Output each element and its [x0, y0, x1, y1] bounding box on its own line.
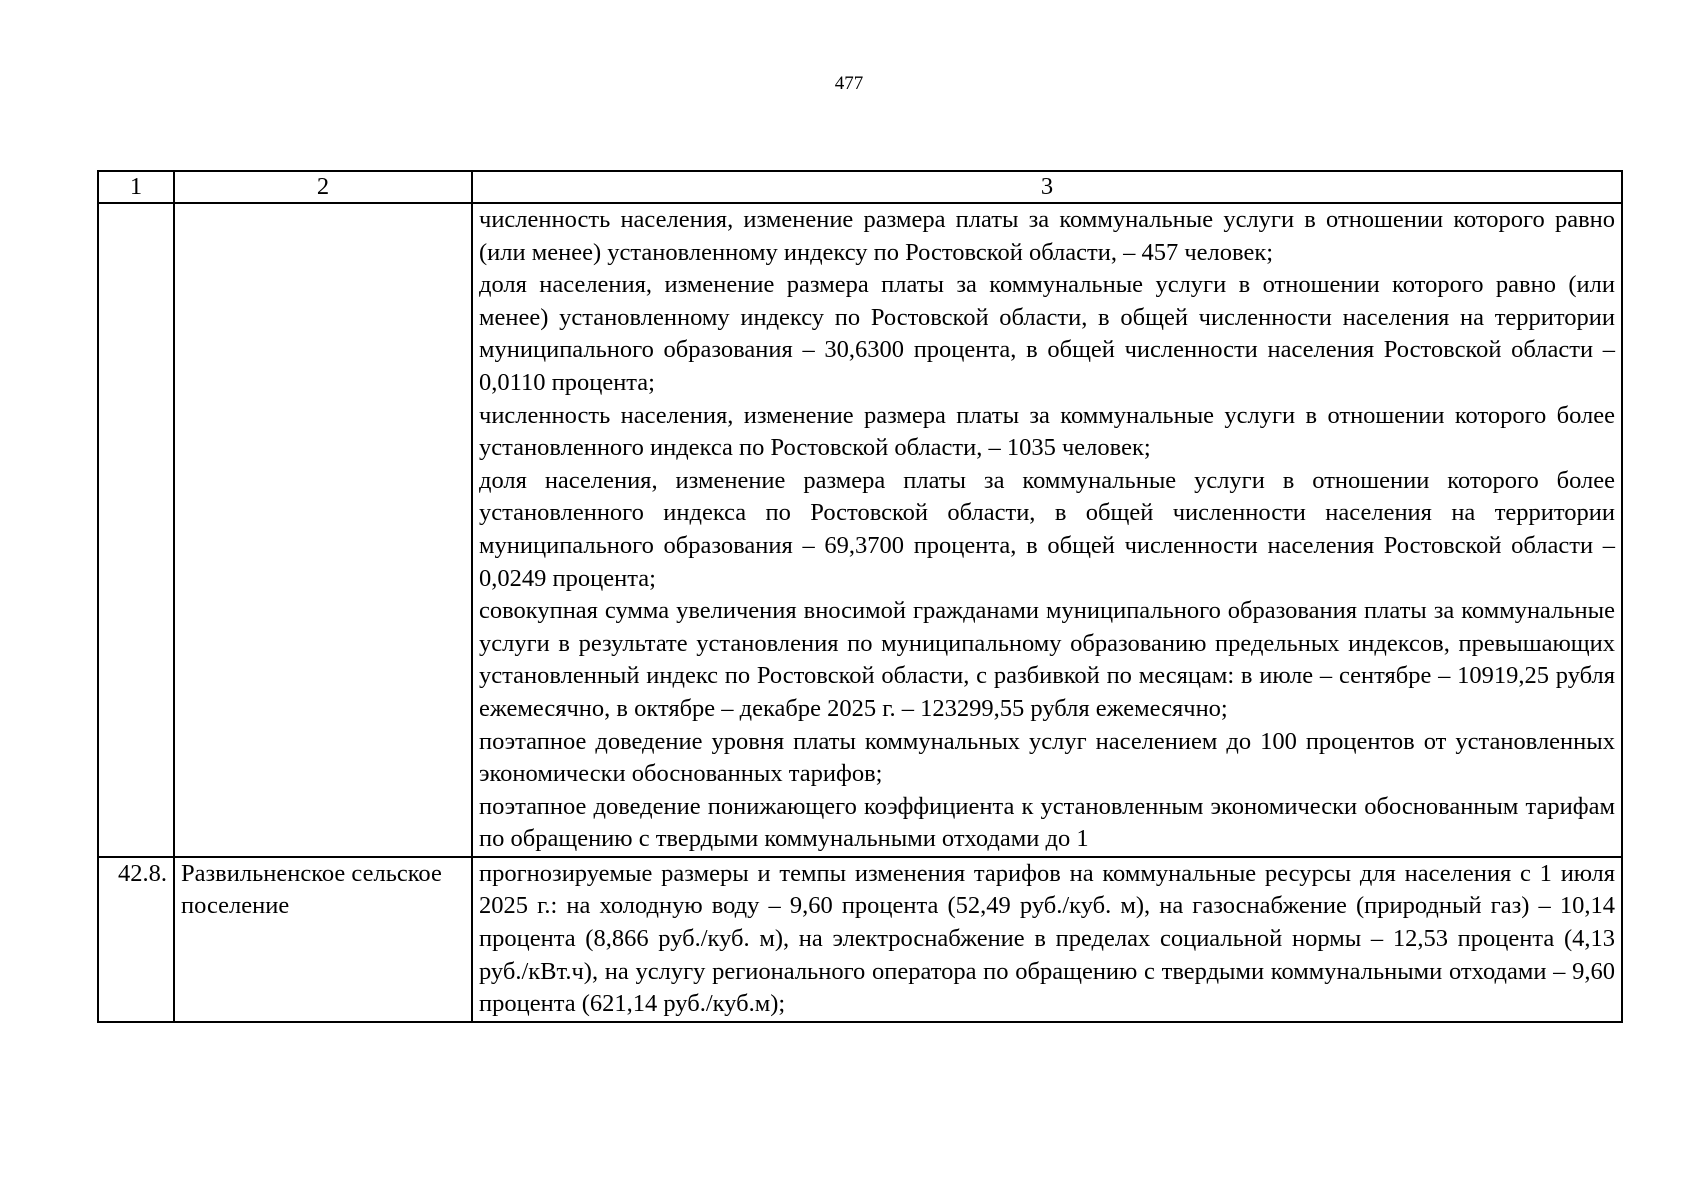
description-paragraph: доля населения, изменение размера платы за коммунальные услуги в отношении которого более установленного индекса по Ростовской области, в общей численности населения на территории муниципального образования – 69,3700 процента, в общей численности населения Ростовской области – 0,0249 процента; [479, 466, 1615, 592]
column-header-1: 1 [98, 171, 174, 203]
row-number-cell: 42.8. [98, 857, 174, 1022]
table-row [98, 857, 1622, 1022]
description-paragraph: прогнозируемые размеры и темпы изменения тарифов на коммунальные ресурсы для населения с 1 июля 2025 г.: на холодную воду – 9,60 процента (52,49 руб./куб. м), на газоснабжение (природный газ) – 10,14 процента (8,866 руб./куб. м), на электроснабжение в пределах социальной нормы – 12,53 процента (4,13 руб./кВт.ч), на услугу регионального оператора по обращению с твердыми коммунальными отходами – 9,60 процента (621,14 руб./куб.м); [479, 859, 1615, 1018]
column-header-3: 3 [472, 171, 1622, 203]
row-description-cell [472, 857, 1622, 1022]
page-number: 477 [834, 73, 864, 94]
description-paragraph: поэтапное доведение уровня платы коммунальных услуг населением до 100 процентов от установленных экономически обоснованных тарифов; [479, 727, 1615, 788]
description-paragraph: совокупная сумма увеличения вносимой гражданами муниципального образования платы за коммунальные услуги в результате установления по муниципальному образованию предельных индексов, превышающих установленный индекс по Ростовской области, с разбивкой по месяцам: в июле – сентябре – 10919,25 рубля ежемесячно, в октябре – декабре 2025 г. – 123299,55 рубля ежемесячно; [479, 597, 1615, 722]
document-table [97, 170, 1623, 1023]
row-number-cell [98, 203, 174, 857]
column-header-2: 2 [174, 171, 472, 203]
description-paragraph: численность населения, изменение размера платы за коммунальные услуги в отношении которого более установленного индекса по Ростовской области, – 1035 человек; [479, 401, 1615, 462]
description-paragraph: поэтапное доведение понижающего коэффициента к установленным экономически обоснованным тарифам по обращению с твердыми коммунальными отходами до 1 [479, 792, 1615, 853]
row-name-cell [174, 203, 472, 857]
table-header-row [98, 171, 1622, 203]
row-name-cell: Развильненское сельское поселение [174, 857, 472, 1022]
row-description-cell [472, 203, 1622, 857]
table-row [98, 203, 1622, 857]
description-paragraph: численность населения, изменение размера платы за коммунальные услуги в отношении которого равно (или менее) установленному индексу по Ростовской области, – 457 человек; [479, 206, 1615, 266]
description-paragraph: доля населения, изменение размера платы за коммунальные услуги в отношении которого равно (или менее) установленному индексу по Ростовской области, в общей численности населения на территории муниципального образования – 30,6300 процента, в общей численности населения Ростовской области – 0,0110 процента; [479, 271, 1615, 396]
